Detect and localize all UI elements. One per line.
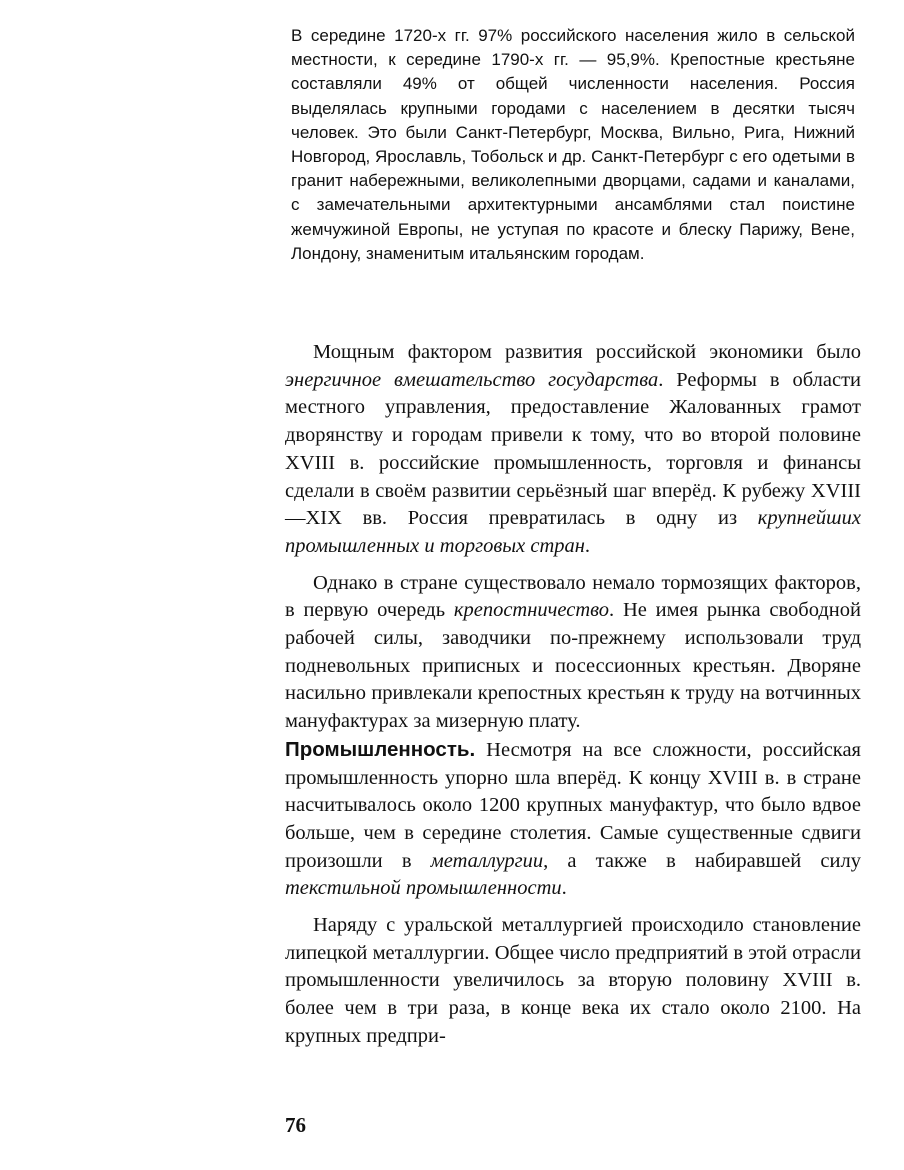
p1-text-a: Мощным фактором развития российской экономики было [313,341,861,363]
page-number: 76 [285,1113,306,1137]
main-text [285,339,861,1051]
p3-text-c: , а также в набиравшей силу [543,849,861,872]
paragraph-economy-factor [285,339,861,561]
industry-heading: Промышленность. [285,737,476,761]
paragraph-industry [285,736,861,903]
p3-text-e: . [561,877,567,900]
p2-text-c: . Не имея рынка свободной рабочей силы, заводчики по-прежнему использовали труд подневольных приписных и посессионных крестьян. Дворяне насильно привлекали крепостных крестьян к труду на вотчинных мануфактурах за мизерную плату. [285,599,861,733]
p3-emphasis-textile: текстильной промышленности [285,877,562,900]
p1-emphasis-countries: крупнейших промышленных и торговых стран [285,507,861,557]
p1-emphasis-state: энергичное вмешательство государства [285,368,659,391]
paragraph-metallurgy: Наряду с уральской металлургией происходило становление липецкой металлургии. Общее число предприятий в этой отрасли промышленности увеличилось за вторую половину XVIII в. более чем в три раза, в конце века их стало около 2100. На крупных предпри- [285,914,861,1047]
p2-emphasis-serfdom: крепостничество [453,599,610,622]
p1-text-e: . [584,534,591,557]
p2-text-a: Однако в стране существовало немало тормозящих факторов, в первую очередь [285,571,861,622]
demography-insert-text: В середине 1720-х гг. 97% российского населения жило в сельской местности, к середине 1790-х гг. — 95,9%. Крепостные крестьяне составляли 49% от общей численности населения. Россия выделялась крупными городами с населением в десятки тысяч человек. Это были Санкт-Петербург, Москва, Вильно, Рига, Нижний Новгород, Ярославль, Тобольск и др. Санкт-Петербург с его одетыми в гранит набережными, великолепными дворцами, садами и каналами, с замечательными архитектурными ансамблями стал поистине жемчужиной Европы, не уступая по красоте и блеску Парижу, Вене, Лондону, знаменитым итальянским городам. [291,26,855,263]
p3-emphasis-metallurgy: металлургии [430,849,544,872]
p1-text-c: . Реформы в области местного управления, предоставление Жалованных грамот дворянству и городам привели к тому, что во второй половине XVIII в. российские промышленность, торговля и финансы сделали в своём развитии серьёзный шаг вперёд. К рубежу XVIII—XIX вв. Россия превратилась в одну из [285,368,861,530]
paragraph-inhibiting-factors [285,570,861,736]
p3-text-a: Несмотря на все сложности, российская промышленность упорно шла вперёд. К концу XVIII в. в стране насчитывалось около 1200 крупных мануфактур, что было вдвое больше, чем в середине столетия. Самые существенные сдвиги произошли в [285,738,861,872]
